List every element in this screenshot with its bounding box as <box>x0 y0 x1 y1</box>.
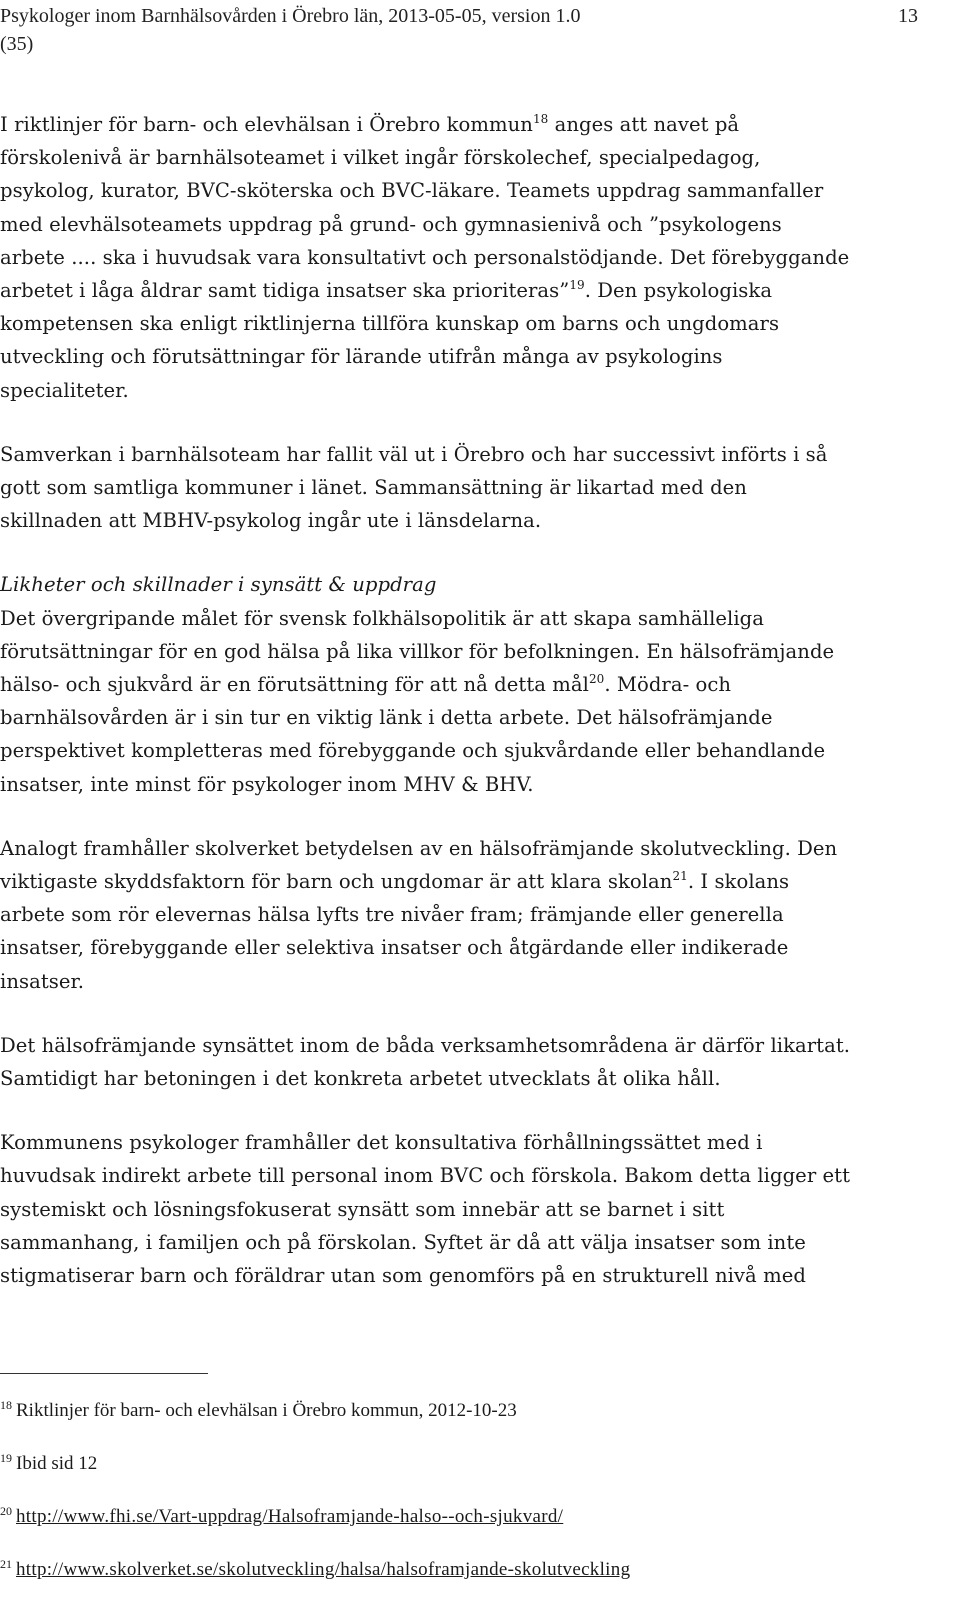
text-line <box>0 965 945 998</box>
text-line <box>0 768 945 801</box>
text-segment: arbetet i låga åldrar samt tidiga insatser ska prioriteras” <box>0 279 570 303</box>
footnote-number: 21 <box>0 1557 12 1571</box>
text-line <box>0 701 945 734</box>
text-segment: stigmatiserar barn och föräldrar utan som genomförs på en strukturell nivå med <box>0 1264 806 1288</box>
footnotes <box>0 1373 945 1604</box>
text-line <box>0 898 945 931</box>
text-line <box>0 1062 945 1095</box>
text-line <box>0 340 945 373</box>
text-segment: arbete .... ska i huvudsak vara konsultativt och personalstödjande. Det förebyggande <box>0 245 850 269</box>
text-segment: Det hälsofrämjande synsättet inom de båda verksamhetsområdena är därför likartat. <box>0 1033 851 1057</box>
text-line <box>0 438 945 471</box>
text-line <box>0 307 945 340</box>
text-segment: Samverkan i barnhälsoteam har fallit väl ut i Örebro och har successivt införts i så <box>0 442 828 466</box>
page-number: 13 <box>898 5 918 27</box>
text-line <box>0 1226 945 1259</box>
text-segment: psykolog, kurator, BVC-sköterska och BVC-läkare. Teamets uppdrag sammanfaller <box>0 179 824 203</box>
text-segment: Samtidigt har betoningen i det konkreta arbetet utvecklats åt olika håll. <box>0 1067 721 1091</box>
text-segment: . I skolans <box>687 870 790 894</box>
footnote <box>0 1551 945 1583</box>
text-segment: huvudsak indirekt arbete till personal inom BVC och förskola. Bakom detta ligger ett <box>0 1164 851 1188</box>
text-line <box>0 865 945 898</box>
text-segment: barnhälsovården är i sin tur en viktig länk i detta arbete. Det hälsofrämjande <box>0 706 773 730</box>
text-segment: Kommunens psykologer framhåller det konsultativa förhållningssättet med i <box>0 1131 763 1155</box>
text-line <box>0 108 945 141</box>
text-segment: insatser, inte minst för psykologer inom MHV & BHV. <box>0 772 534 796</box>
text-segment: kompetensen ska enligt riktlinjerna tillföra kunskap om barns och ungdomars <box>0 312 780 336</box>
text-segment: systemiskt och lösningsfokuserat synsätt som innebär att se barnet i sitt <box>0 1197 725 1221</box>
text-line <box>0 1126 945 1159</box>
footnote-link[interactable]: http://www.fhi.se/Vart-uppdrag/Halsoframjande-halso--och-sjukvard/ <box>16 1506 564 1527</box>
text-line <box>0 504 945 537</box>
header-title: Psykologer inom Barnhälsovården i Örebro län, 2013-05-05, version 1.0 <box>0 5 581 27</box>
text-line <box>0 241 945 274</box>
footnote <box>0 1445 945 1477</box>
text-line <box>0 471 945 504</box>
footnote-reference: 18 <box>532 112 549 126</box>
page-total: (35) <box>0 33 34 55</box>
paragraph <box>0 568 945 800</box>
footnote-number: 18 <box>0 1398 12 1412</box>
paragraph <box>0 832 945 998</box>
text-line <box>0 1193 945 1226</box>
footnote-divider <box>0 1373 208 1374</box>
text-segment: anges att navet på <box>548 113 740 136</box>
footnote-number: 20 <box>0 1504 12 1518</box>
text-segment: arbete som rör elevernas hälsa lyfts tre nivåer fram; främjande eller generella <box>0 903 784 927</box>
paragraph <box>0 108 945 407</box>
text-segment: med elevhälsoteamets uppdrag på grund- och gymnasienivå och ”psykologens <box>0 212 782 236</box>
text-segment: insatser. <box>0 969 85 993</box>
document-body <box>0 108 945 1323</box>
text-line <box>0 174 945 207</box>
footnote <box>0 1392 945 1424</box>
text-segment: hälso- och sjukvård är en förutsättning för att nå detta mål <box>0 673 589 697</box>
footnote-reference: 19 <box>569 278 585 293</box>
footnote-reference: 20 <box>588 672 605 687</box>
section-heading: Likheter och skillnader i synsätt & uppdrag <box>0 573 437 597</box>
paragraph <box>0 1126 945 1292</box>
text-segment: I riktlinjer för barn- och elevhälsan i Örebro kommun <box>0 113 533 136</box>
text-line <box>0 141 945 174</box>
text-line <box>0 208 945 241</box>
footnote-number: 19 <box>0 1451 12 1465</box>
text-line <box>0 832 945 865</box>
text-segment: viktigaste skyddsfaktorn för barn och ungdomar är att klara skolan <box>0 870 673 894</box>
text-segment: insatser, förebyggande eller selektiva insatser och åtgärdande eller indikerade <box>0 936 789 960</box>
text-segment: utveckling och förutsättningar för lärande utifrån många av psykologins <box>0 345 723 369</box>
paragraph <box>0 438 945 538</box>
text-segment: Analogt framhåller skolverket betydelsen av en hälsofrämjande skolutveckling. Den <box>0 836 838 860</box>
text-segment: . Mödra- och <box>604 673 732 697</box>
text-segment: skillnaden att MBHV-psykolog ingår ute i länsdelarna. <box>0 509 542 533</box>
text-segment: förskolenivå är barnhälsoteamet i vilket ingår förskolechef, specialpedagog, <box>0 146 761 170</box>
footnote-reference: 21 <box>672 869 688 884</box>
text-line <box>0 668 945 701</box>
text-segment: förutsättningar för en god hälsa på lika villkor för befolkningen. En hälsofrämjande <box>0 639 835 663</box>
text-line <box>0 734 945 767</box>
text-line <box>0 602 945 635</box>
footnote <box>0 1498 945 1530</box>
page-header <box>0 2 930 58</box>
paragraph <box>0 1029 945 1095</box>
text-line <box>0 374 945 407</box>
text-segment: perspektivet kompletteras med förebyggande och sjukvårdande eller behandlande <box>0 739 826 763</box>
text-line <box>0 1159 945 1192</box>
text-segment: specialiteter. <box>0 378 129 402</box>
text-line <box>0 931 945 964</box>
text-segment: . Den psykologiska <box>584 279 773 303</box>
text-line <box>0 1259 945 1292</box>
text-segment: sammanhang, i familjen och på förskolan. Syftet är då att välja insatser som inte <box>0 1230 806 1254</box>
footnote-link[interactable]: http://www.skolverket.se/skolutveckling/halsa/halsoframjande-skolutveckling <box>16 1559 631 1580</box>
text-segment: Det övergripande målet för svensk folkhälsopolitik är att skapa samhälleliga <box>0 606 765 630</box>
text-line <box>0 1029 945 1062</box>
text-segment: gott som samtliga kommuner i länet. Sammansättning är likartad med den <box>0 476 747 500</box>
text-line <box>0 274 945 307</box>
footnote-text: Riktlinjer för barn- och elevhälsan i Örebro kommun, 2012-10-23 <box>16 1400 517 1421</box>
text-line <box>0 635 945 668</box>
footnote-text: Ibid sid 12 <box>16 1453 98 1474</box>
